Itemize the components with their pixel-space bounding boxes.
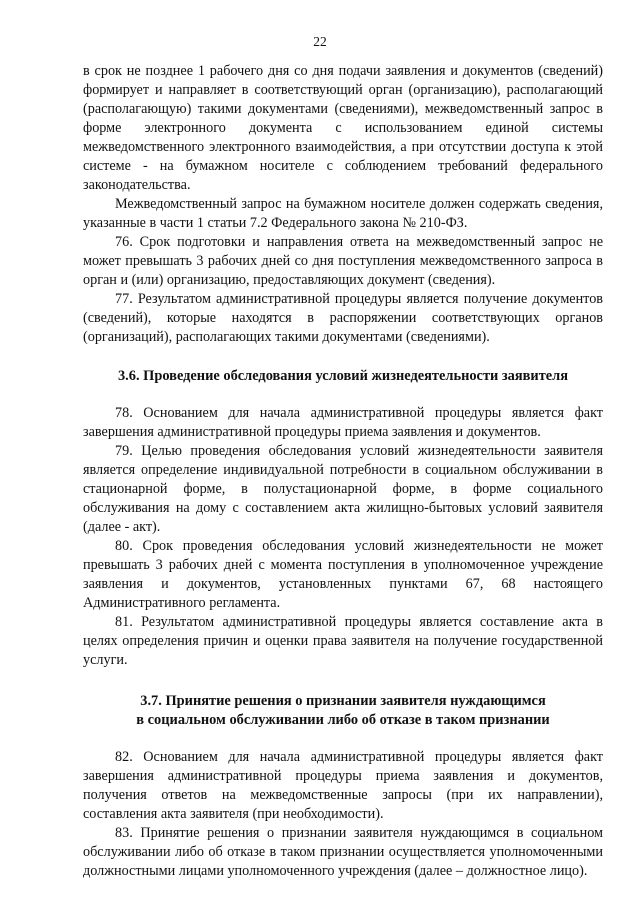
section-heading-line: в социальном обслуживании либо об отказе в таком признании bbox=[136, 712, 550, 728]
section-heading-line: 3.7. Принятие решения о признании заявителя нуждающимся bbox=[140, 693, 546, 709]
paragraph-77: 77. Результатом административной процедуры является получение документов (сведений), которые находятся в распоряжении соответствующих органов (организаций), располагающих такими документами (сведениями). bbox=[83, 291, 603, 345]
paragraph-78: 78. Основанием для начала административной процедуры является факт завершения административной процедуры приема заявления и документов. bbox=[83, 405, 603, 440]
page-number: 22 bbox=[313, 34, 327, 49]
paragraph-79: 79. Целью проведения обследования условий жизнедеятельности заявителя является определение индивидуальной потребности в социальном обслуживании в стационарной форме, в полустационарной форме, в форме социального обслуживания на дому с составлением акта жилищно-бытовых условий заявителя (далее - акт). bbox=[83, 443, 603, 535]
paragraph-83: 83. Принятие решения о признании заявителя нуждающимся в социальном обслуживании либо об отказе в таком признании осуществляется уполномоченными должностными лицами уполномоченного учреждения (далее – должностное лицо). bbox=[83, 825, 603, 879]
section-heading-3-6: 3.6. Проведение обследования условий жизнедеятельности заявителя bbox=[117, 368, 569, 384]
document-body bbox=[83, 62, 603, 881]
paragraph-81: 81. Результатом административной процедуры является составление акта в целях определения причин и оценки права заявителя на получение государственной услуги. bbox=[83, 614, 603, 668]
paragraph: Межведомственный запрос на бумажном носителе должен содержать сведения, указанные в части 1 статьи 7.2 Федерального закона № 210-ФЗ. bbox=[83, 196, 603, 231]
paragraph-80: 80. Срок проведения обследования условий жизнедеятельности не может превышать 3 рабочих дней с момента поступления в уполномоченное учреждение заявления и документов, установленных пунктами 67, 68 настоящего Административного регламента. bbox=[83, 538, 603, 611]
paragraph: в срок не позднее 1 рабочего дня со дня подачи заявления и документов (сведений) формирует и направляет в соответствующий орган (организацию), располагающий (располагающую) такими документами (сведениями), межведомственный запрос в форме электронного документа с использованием единой системы межведомственного электронного взаимодействия, а при отсутствии доступа к этой системе - на бумажном носителе с соблюдением требований федерального законодательства. bbox=[83, 63, 603, 193]
paragraph-82: 82. Основанием для начала административной процедуры является факт завершения административной процедуры приема заявления и документов, получения ответов на межведомственные запросы (при их направлении), составления акта заявителя (при необходимости). bbox=[83, 749, 603, 822]
paragraph-76: 76. Срок подготовки и направления ответа на межведомственный запрос не может превышать 3 рабочих дней со дня поступления межведомственного запроса в орган и (или) организацию, предоставляющих документ (сведения). bbox=[83, 234, 603, 288]
section-heading-3-7 bbox=[83, 692, 603, 730]
